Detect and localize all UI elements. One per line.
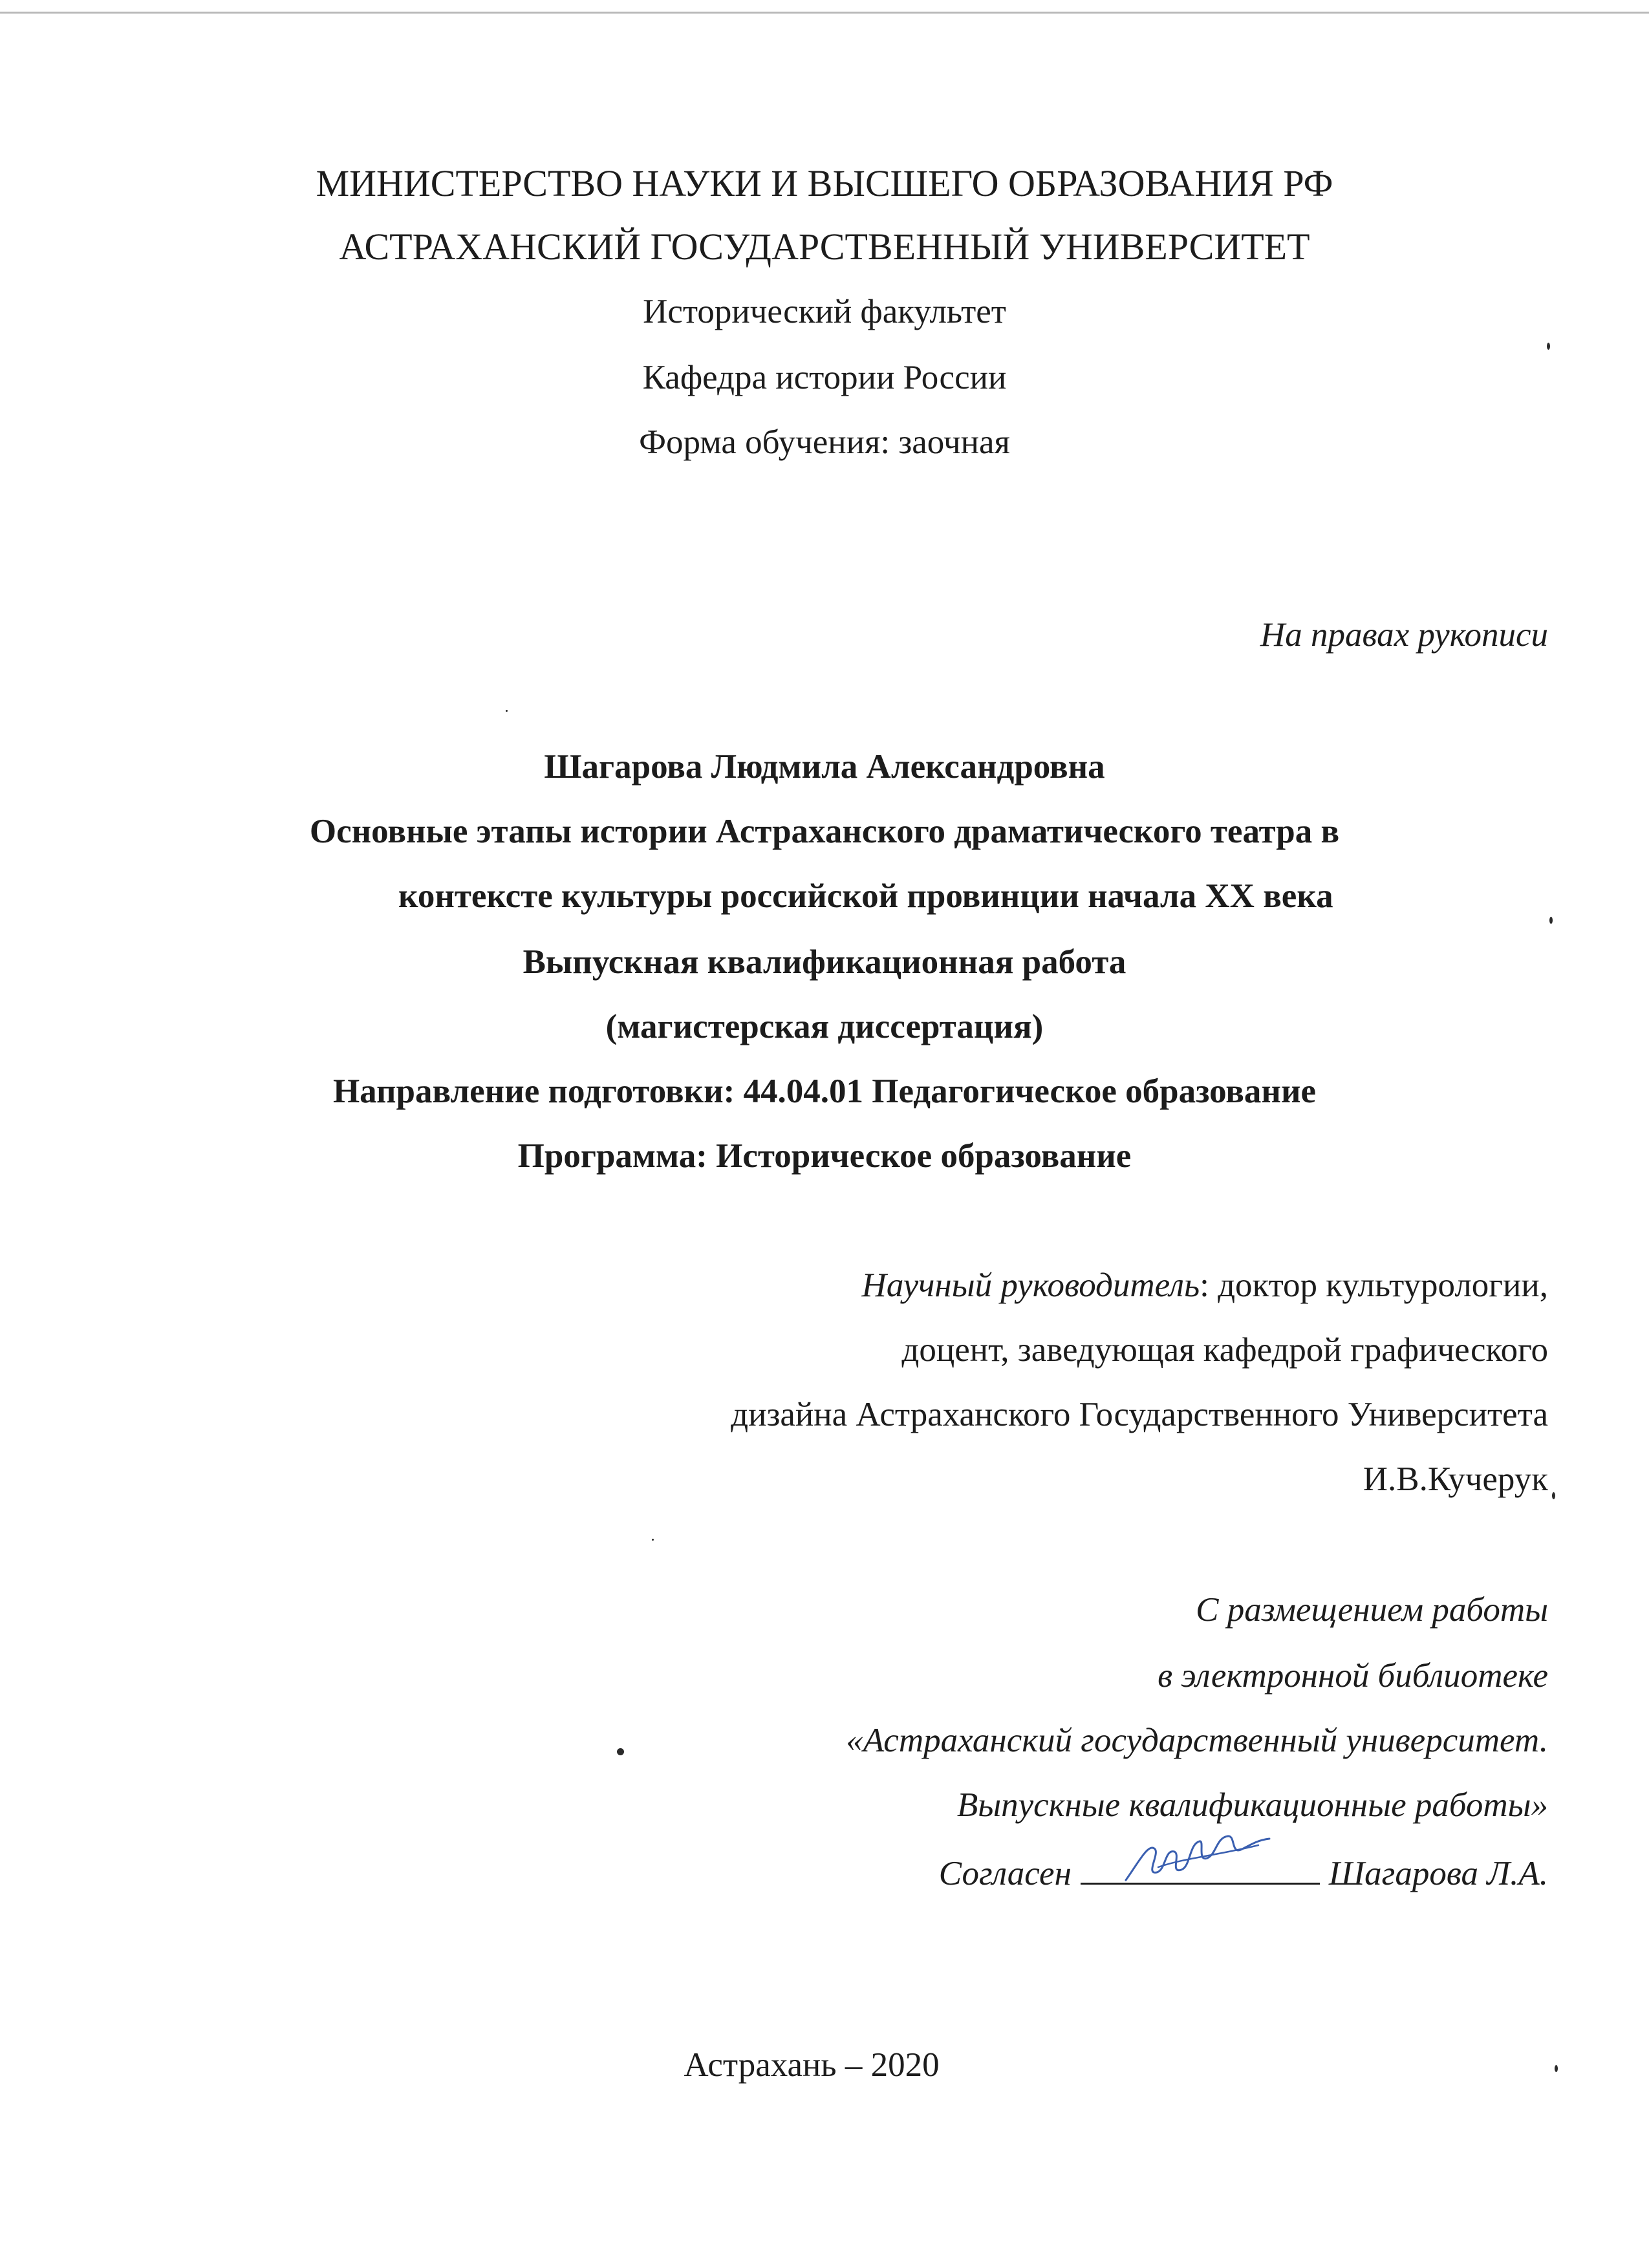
work-type-line-2: (магистерская диссертация) (605, 1008, 1044, 1045)
study-program: Программа: Историческое образование (517, 1137, 1132, 1175)
scan-speck (617, 1748, 624, 1755)
consent-line-4: Выпускные квалификационные работы» (956, 1786, 1548, 1824)
supervisor-name: И.В.Кучерук (1363, 1460, 1548, 1498)
consent-line-2: в электронной библиотеке (1158, 1657, 1548, 1695)
scan-speck (652, 1539, 654, 1541)
agree-label: Согласен (938, 1855, 1072, 1892)
supervisor-label: Научный руководитель (861, 1267, 1200, 1304)
university-heading: АСТРАХАНСКИЙ ГОСУДАРСТВЕННЫЙ УНИВЕРСИТЕТ (339, 226, 1310, 268)
consent-line-3: «Астраханский государственный университет. (846, 1722, 1548, 1759)
signer-name: Шагарова Л.А. (1328, 1855, 1548, 1892)
supervisor-line-3: дизайна Астраханского Государственного Университета (731, 1396, 1548, 1433)
consent-signature-row (939, 1849, 1548, 1894)
supervisor-degree: : доктор культурологии, (1200, 1267, 1548, 1304)
supervisor-line-1 (862, 1265, 1548, 1306)
supervisor-line-2: доцент, заведующая кафедрой графического (901, 1331, 1548, 1369)
manuscript-note: На правах рукописи (1260, 616, 1548, 654)
city-year: Астрахань – 2020 (684, 2046, 940, 2084)
scan-speck (1547, 343, 1550, 350)
consent-line-1: С размещением работы (1196, 1591, 1548, 1629)
ministry-heading: МИНИСТЕРСТВО НАУКИ И ВЫСШЕГО ОБРАЗОВАНИЯ РФ (316, 162, 1333, 204)
scan-speck (506, 710, 508, 712)
handwritten-signature (1119, 1830, 1275, 1888)
scan-speck (1555, 2065, 1558, 2072)
training-direction: Направление подготовки: 44.04.01 Педагогическое образование (332, 1073, 1317, 1110)
scan-top-edge (0, 12, 1649, 14)
department-name: Кафедра истории России (642, 359, 1007, 396)
author-name: Шагарова Людмила Александровна (544, 748, 1105, 786)
study-form: Форма обучения: заочная (639, 423, 1010, 461)
scan-speck (1549, 917, 1553, 924)
faculty-name: Исторический факультет (643, 293, 1006, 330)
signature-line (1081, 1849, 1320, 1885)
work-type-line-1: Выпускная квалификационная работа (523, 943, 1126, 981)
thesis-title-line-1: Основные этапы истории Астраханского драматического театра в (309, 813, 1340, 850)
thesis-title-line-2: контексте культуры российской провинции начала XX века (398, 877, 1333, 915)
scan-speck (1552, 1492, 1555, 1499)
